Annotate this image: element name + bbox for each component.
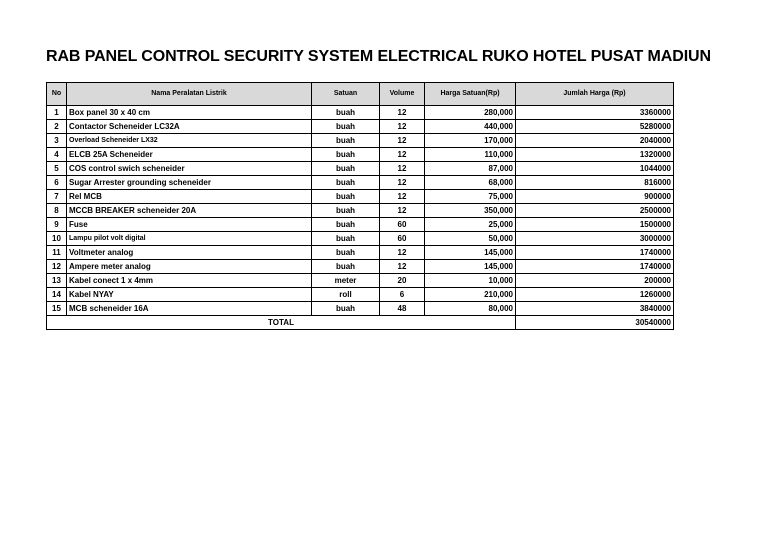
cell-jumlah: 2500000 [516,204,674,218]
header-name: Nama Peralatan Listrik [67,83,312,106]
cell-name: Fuse [67,218,312,232]
cell-no: 9 [47,218,67,232]
cell-satuan: buah [312,120,380,134]
cell-no: 2 [47,120,67,134]
cell-harga: 280,000 [425,106,516,120]
cell-satuan: buah [312,162,380,176]
table-header-row [47,83,674,106]
cell-volume: 12 [380,246,425,260]
table-row [47,218,674,232]
cell-harga: 87,000 [425,162,516,176]
rab-table [46,82,674,330]
table-row [47,246,674,260]
cell-jumlah: 1740000 [516,246,674,260]
cell-harga: 68,000 [425,176,516,190]
cell-volume: 12 [380,134,425,148]
cell-harga: 10,000 [425,274,516,288]
cell-no: 11 [47,246,67,260]
total-value: 30540000 [516,316,674,330]
cell-volume: 12 [380,260,425,274]
table-row [47,232,674,246]
cell-name: ELCB 25A Scheneider [67,148,312,162]
cell-jumlah: 816000 [516,176,674,190]
cell-satuan: buah [312,176,380,190]
cell-jumlah: 1260000 [516,288,674,302]
cell-no: 10 [47,232,67,246]
header-no: No [47,83,67,106]
cell-satuan: buah [312,204,380,218]
cell-jumlah: 900000 [516,190,674,204]
cell-no: 13 [47,274,67,288]
table-row [47,134,674,148]
cell-harga: 80,000 [425,302,516,316]
cell-no: 7 [47,190,67,204]
cell-satuan: buah [312,134,380,148]
cell-volume: 60 [380,218,425,232]
cell-volume: 12 [380,148,425,162]
cell-satuan: buah [312,260,380,274]
cell-harga: 440,000 [425,120,516,134]
cell-volume: 12 [380,106,425,120]
cell-no: 8 [47,204,67,218]
cell-name: Sugar Arrester grounding scheneider [67,176,312,190]
cell-satuan: roll [312,288,380,302]
table-row [47,162,674,176]
table-row [47,288,674,302]
cell-satuan: buah [312,106,380,120]
cell-harga: 50,000 [425,232,516,246]
cell-harga: 210,000 [425,288,516,302]
table-row [47,148,674,162]
cell-jumlah: 1320000 [516,148,674,162]
cell-no: 5 [47,162,67,176]
cell-harga: 145,000 [425,260,516,274]
cell-jumlah: 1500000 [516,218,674,232]
cell-satuan: buah [312,218,380,232]
cell-volume: 20 [380,274,425,288]
cell-volume: 60 [380,232,425,246]
cell-jumlah: 3840000 [516,302,674,316]
cell-volume: 12 [380,162,425,176]
cell-jumlah: 200000 [516,274,674,288]
cell-name: Kabel conect 1 x 4mm [67,274,312,288]
cell-volume: 48 [380,302,425,316]
cell-volume: 6 [380,288,425,302]
header-jumlah: Jumlah Harga (Rp) [516,83,674,106]
cell-jumlah: 3000000 [516,232,674,246]
cell-jumlah: 5280000 [516,120,674,134]
table-row [47,120,674,134]
cell-name: Lampu pilot volt digital [67,232,312,246]
cell-no: 1 [47,106,67,120]
table-row [47,204,674,218]
cell-harga: 25,000 [425,218,516,232]
header-harga: Harga Satuan(Rp) [425,83,516,106]
cell-harga: 145,000 [425,246,516,260]
cell-name: Kabel NYAY [67,288,312,302]
cell-volume: 12 [380,176,425,190]
cell-name: Overload Scheneider LX32 [67,134,312,148]
cell-no: 6 [47,176,67,190]
cell-satuan: buah [312,302,380,316]
table-row [47,260,674,274]
cell-name: Contactor Scheneider LC32A [67,120,312,134]
cell-name: Ampere meter analog [67,260,312,274]
total-label: TOTAL [47,316,516,330]
cell-jumlah: 1740000 [516,260,674,274]
cell-no: 12 [47,260,67,274]
table-row [47,106,674,120]
cell-jumlah: 2040000 [516,134,674,148]
cell-no: 14 [47,288,67,302]
cell-name: Box panel 30 x 40 cm [67,106,312,120]
cell-harga: 350,000 [425,204,516,218]
cell-name: Voltmeter analog [67,246,312,260]
cell-volume: 12 [380,204,425,218]
cell-harga: 75,000 [425,190,516,204]
cell-harga: 110,000 [425,148,516,162]
cell-satuan: buah [312,246,380,260]
cell-satuan: buah [312,232,380,246]
cell-name: Rel MCB [67,190,312,204]
header-volume: Volume [380,83,425,106]
page-title: RAB PANEL CONTROL SECURITY SYSTEM ELECTRICAL RUKO HOTEL PUSAT MADIUN [46,48,711,65]
cell-volume: 12 [380,120,425,134]
cell-name: COS control swich scheneider [67,162,312,176]
cell-jumlah: 3360000 [516,106,674,120]
cell-volume: 12 [380,190,425,204]
cell-satuan: buah [312,148,380,162]
cell-no: 15 [47,302,67,316]
cell-no: 3 [47,134,67,148]
cell-name: MCB scheneider 16A [67,302,312,316]
table-row [47,190,674,204]
table-row [47,302,674,316]
cell-harga: 170,000 [425,134,516,148]
total-row [47,316,674,330]
cell-satuan: meter [312,274,380,288]
cell-no: 4 [47,148,67,162]
cell-satuan: buah [312,190,380,204]
header-satuan: Satuan [312,83,380,106]
cell-jumlah: 1044000 [516,162,674,176]
table-row [47,274,674,288]
table-row [47,176,674,190]
cell-name: MCCB BREAKER scheneider 20A [67,204,312,218]
